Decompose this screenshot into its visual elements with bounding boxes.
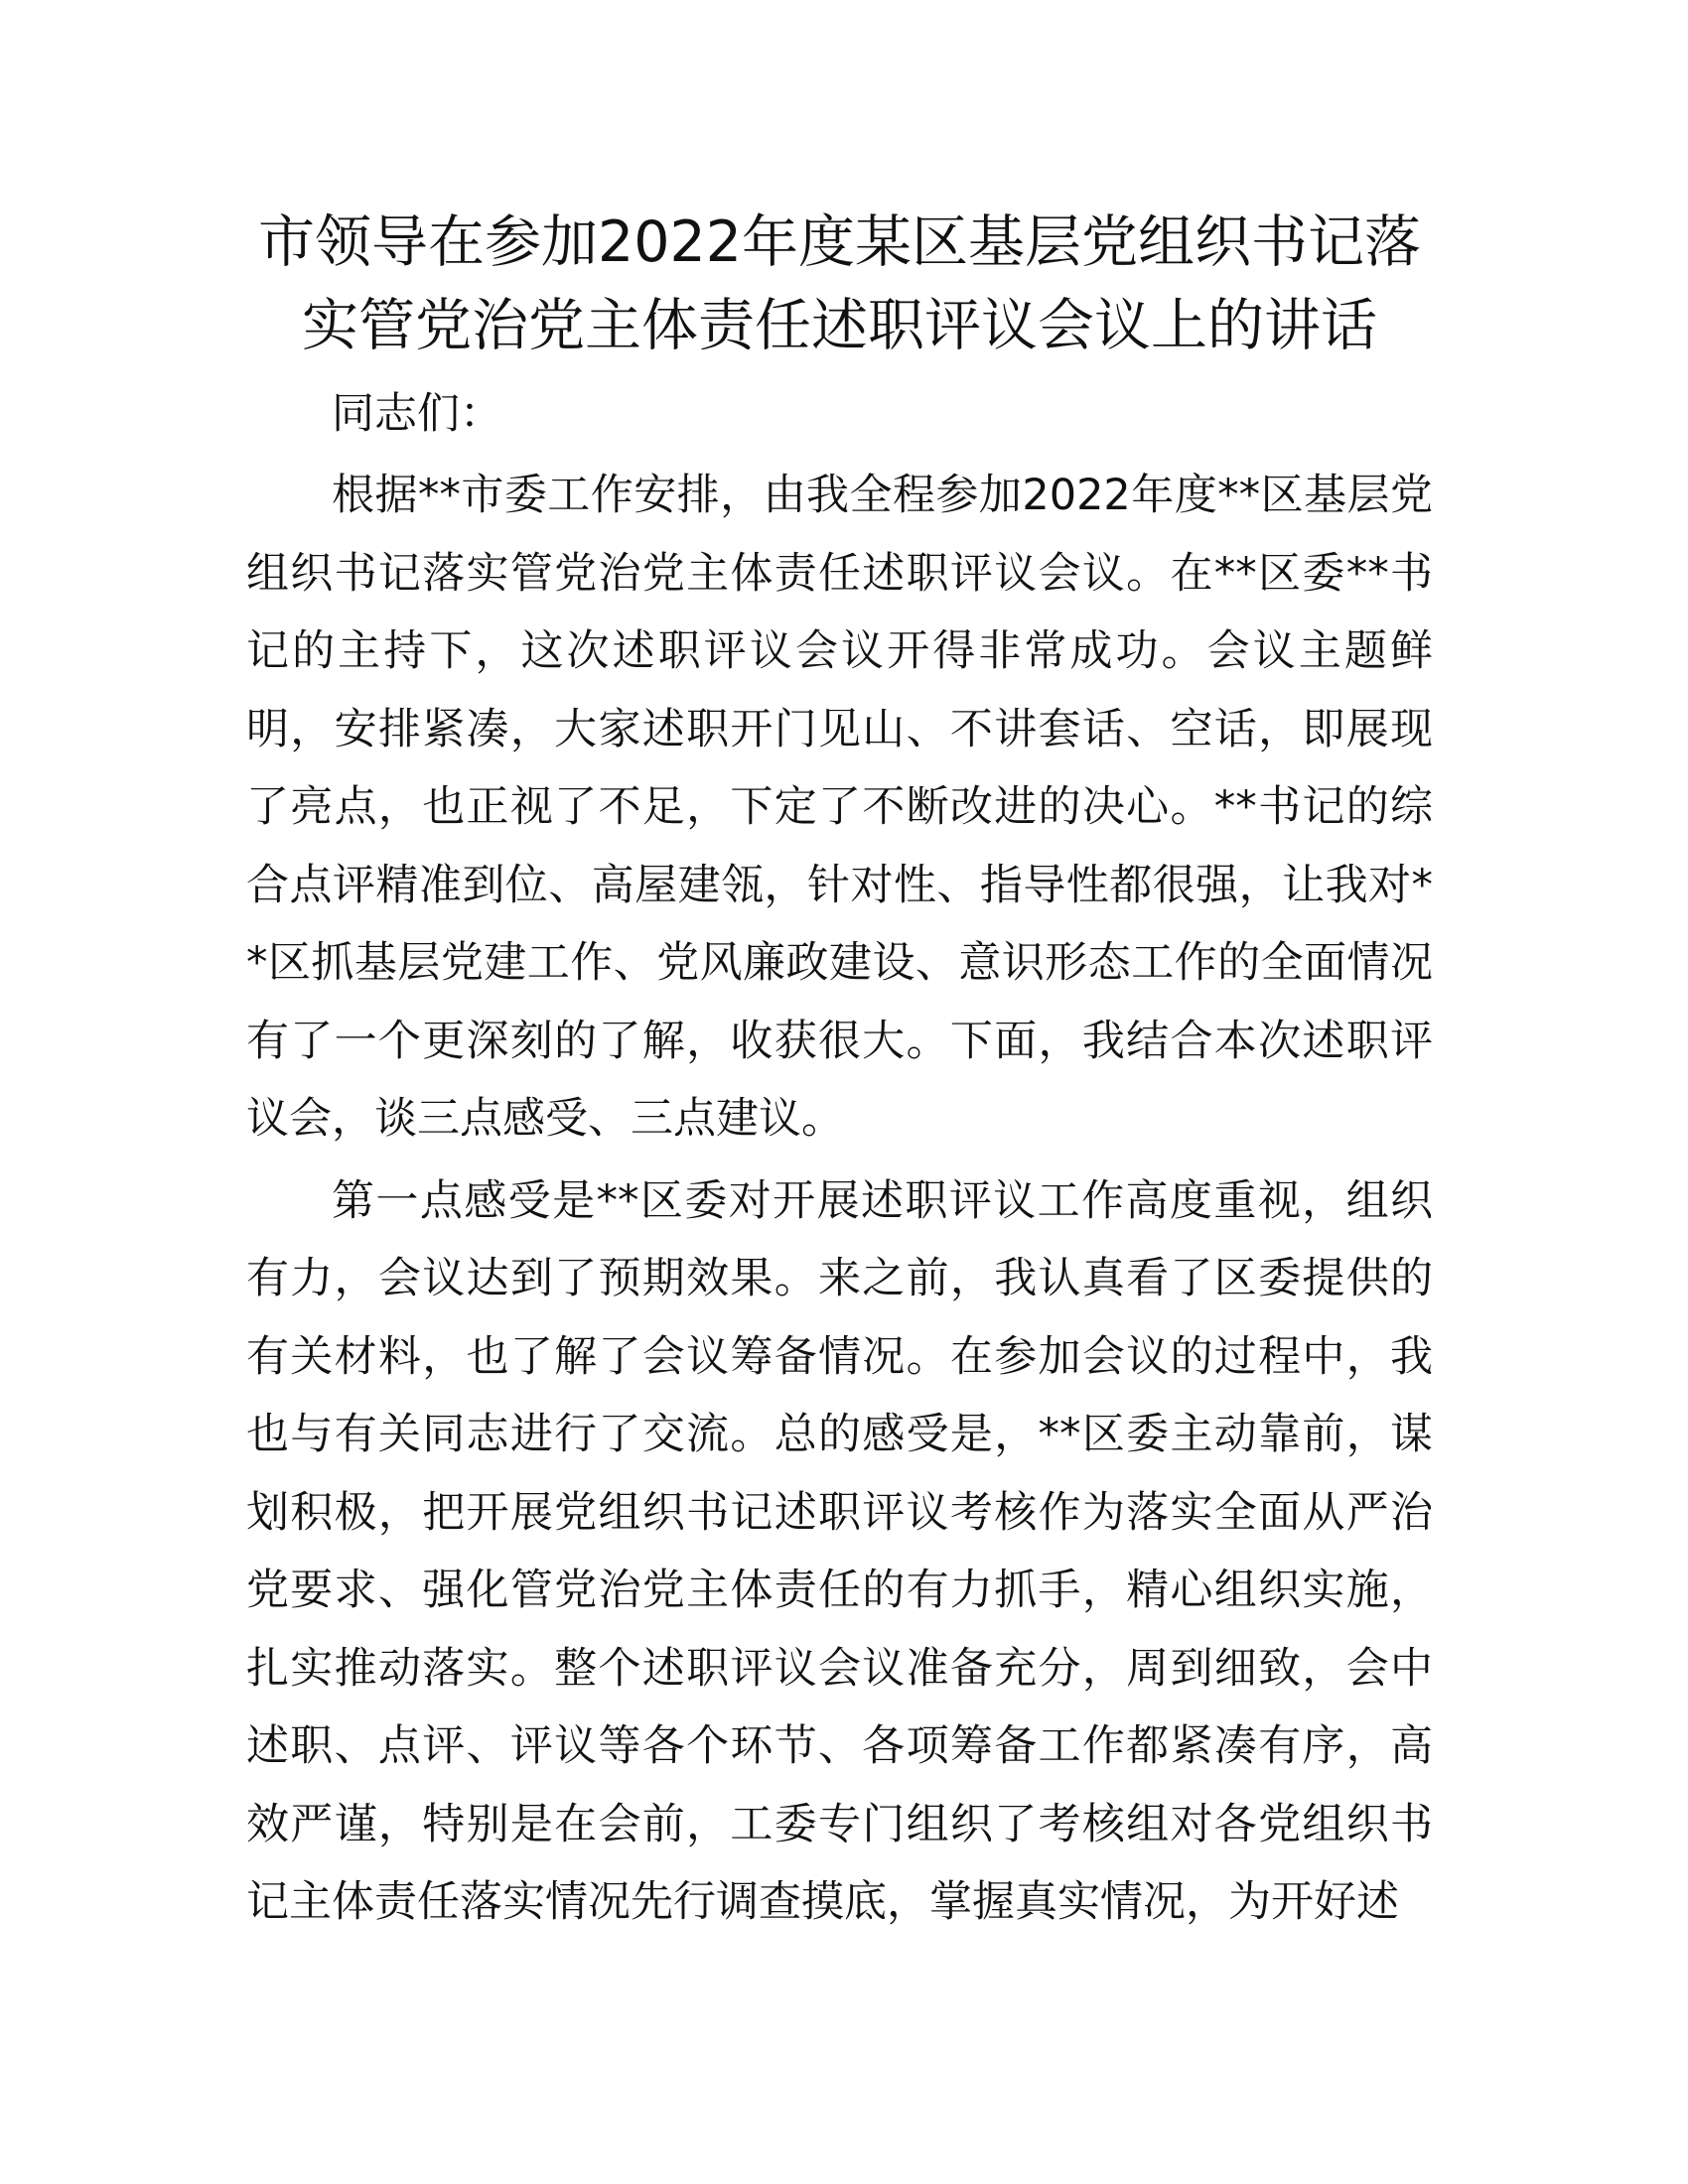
- document-title: [246, 201, 1433, 367]
- title-line-1: 市领导在参加2022年度某区基层党组织书记落: [257, 209, 1422, 275]
- title-line-2: 实管党治党主体责任述职评议会议上的讲话: [302, 293, 1377, 358]
- document-body: [246, 201, 1433, 1942]
- paragraph: 根据**市委工作安排，由我全程参加2022年度**区基层党组织书记落实管党治党主体责任述职评议会议。在**区委**书记的主持下，这次述职评议会议开得非常成功。会议主题鲜明，安排紧凑，大家述职开门见山、不讲套话、空话，即展现了亮点，也正视了不足，下定了不断改进的决心。**书记的综合点评精准到位、高屋建瓴，针对性、指导性都很强，让我对**区抓基层党建工作、党风廉政建设、意识形态工作的全面情况有了一个更深刻的了解，收获很大。下面，我结合本次述职评议会，谈三点感受、三点建议。: [246, 471, 1433, 1144]
- salutation: 同志们：: [332, 389, 502, 439]
- paragraph: 第一点感受是**区委对开展述职评议工作高度重视，组织有力，会议达到了预期效果。来之前，我认真看了区委提供的有关材料，也了解了会议筹备情况。在参加会议的过程中，我也与有关同志进行了交流。总的感受是，**区委主动靠前，谋划积极，把开展党组织书记述职评议考核作为落实全面从严治党要求、强化管党治党主体责任的有力抓手，精心组织实施，扎实推动落实。整个述职评议会议准备充分，周到细致，会中述职、点评、评议等各个环节、各项筹备工作都紧凑有序，高效严谨，特别是在会前，工委专门组织了考核组对各党组织书记主体责任落实情况先行调查摸底，掌握真实情况，为开好述: [246, 1175, 1433, 1927]
